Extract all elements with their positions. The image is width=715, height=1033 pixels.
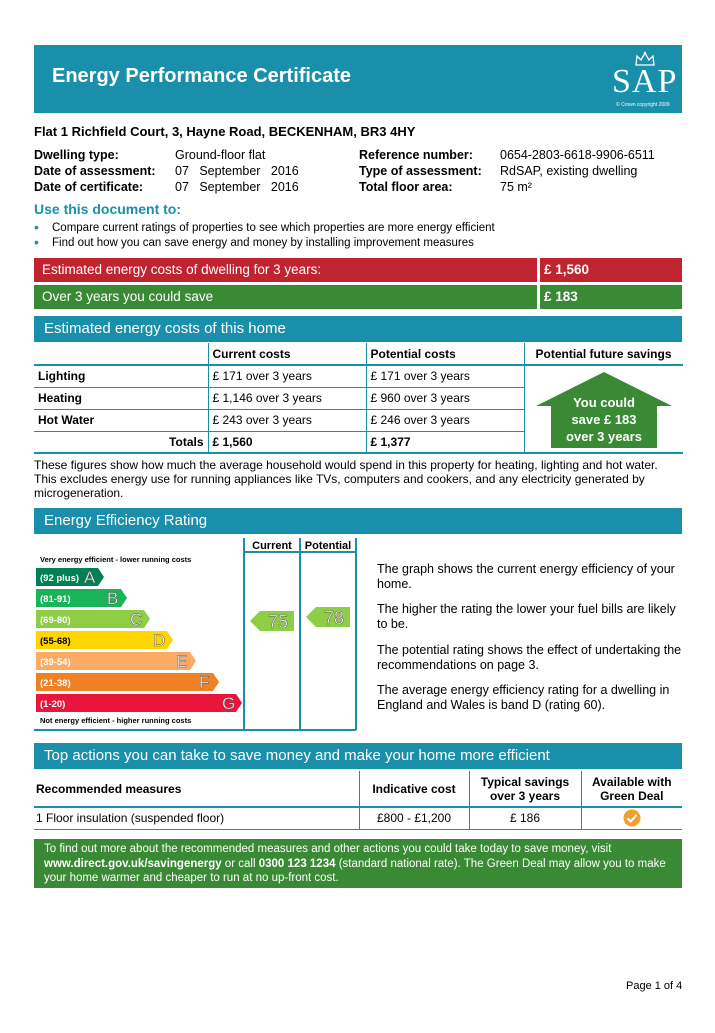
potential-cost-cell: £ 246 over 3 years: [366, 409, 524, 431]
type-assessment-label: Type of assessment:: [359, 164, 482, 178]
property-address: Flat 1 Richfield Court, 3, Hayne Road, BECKENHAM, BR3 4HY: [34, 124, 416, 139]
band-range: (55-68): [40, 636, 71, 647]
sap-logo: [608, 51, 680, 109]
savings-line2: save £ 183: [570, 412, 637, 427]
potential-cost-cell: £ 960 over 3 years: [366, 387, 524, 409]
band-f: [36, 673, 219, 692]
future-savings-header: Potential future savings: [524, 343, 683, 365]
band-letter: D: [153, 631, 166, 650]
band-range: (21-38): [40, 678, 71, 689]
rating-text-2: The higher the rating the lower your fuel bills are likely to be.: [377, 602, 676, 631]
header-line: over 3 years: [489, 788, 561, 803]
band-range: (81-91): [40, 594, 71, 605]
rating-text-4: The average energy efficiency rating for a dwelling in England and Wales is band D (rating 60).: [377, 683, 670, 712]
check-icon: [623, 809, 641, 827]
type-assessment-value: RdSAP, existing dwelling: [500, 164, 638, 178]
row-label: Heating: [34, 387, 208, 409]
potential-column-label: Potential: [304, 540, 352, 552]
sap-logo-text: SAP: [612, 63, 678, 100]
costs-table: [34, 343, 683, 454]
table-row: [34, 365, 683, 387]
typical-savings-header: [469, 771, 581, 807]
totals-label: Totals: [34, 431, 208, 453]
band-bar: [36, 694, 242, 712]
band-range: (39-54): [40, 657, 71, 668]
green-deal-header: [581, 771, 682, 807]
savings-house-icon: [529, 368, 679, 450]
estimated-cost-bar: [34, 258, 682, 282]
bullet-icon: •: [34, 234, 39, 250]
list-item: [34, 219, 674, 236]
rating-section-header: [34, 508, 682, 534]
dwelling-type-value: Ground-floor flat: [175, 148, 266, 162]
costs-note: These figures show how much the average household would spend in this property for heating, lighting and hot water. This excludes energy use for running appliances like TVs, computers and cookers, and any electricity generated by microgeneration.: [34, 458, 658, 500]
totals-current: £ 1,560: [208, 431, 366, 453]
bar-divider: [537, 258, 540, 282]
actions-table: [34, 771, 682, 830]
use-document-title: Use this document to:: [34, 201, 182, 217]
table-row: [34, 807, 682, 829]
band-letter: F: [199, 673, 210, 692]
empty-header-cell: [34, 343, 208, 365]
dwelling-type-label: Dwelling type:: [34, 148, 119, 162]
row-label: Hot Water: [34, 409, 208, 431]
band-letter: A: [84, 568, 96, 587]
savings-line3: over 3 years: [565, 429, 642, 444]
band-c: [36, 610, 150, 629]
savings-link[interactable]: www.direct.gov.uk/savingenergy: [44, 857, 222, 870]
header-line: Green Deal: [600, 788, 664, 803]
date-assessment-label: Date of assessment:: [34, 164, 156, 178]
copyright-text: © Crown copyright 2009: [616, 102, 670, 108]
band-range: (92 plus): [40, 573, 80, 584]
rating-text-1: The graph shows the current energy efficiency of your home.: [377, 562, 675, 591]
footer-text-1: To find out more about the recommended measures and other actions you could take today to save money, visit: [44, 843, 612, 855]
measures-header: Recommended measures: [34, 771, 359, 807]
page-number: Page 1 of 4: [626, 980, 683, 992]
actions-section-title: Top actions you can take to save money and make your home more efficient: [44, 747, 550, 764]
top-caption: Very energy efficient - lower running costs: [40, 555, 192, 564]
cost-cell: £800 - £1,200: [359, 807, 469, 829]
current-cost-cell: £ 171 over 3 years: [208, 365, 366, 387]
band-letter: B: [107, 589, 119, 608]
header-line: Available with: [591, 774, 672, 789]
band-range: (69-80): [40, 615, 71, 626]
bullet-text: Find out how you can save energy and money by installing improvement measures: [52, 237, 474, 249]
date-assessment-value: 07 September 2016: [175, 164, 299, 178]
reference-value: 0654-2803-6618-9906-6511: [500, 148, 655, 162]
header-line: Typical savings: [480, 774, 570, 789]
footer-text-2: or call: [221, 857, 259, 870]
band-d: [36, 631, 173, 650]
savings-line1: You could: [572, 395, 635, 410]
band-e: [36, 652, 196, 671]
savings-cell: [524, 365, 683, 453]
bullet-icon: •: [34, 219, 39, 235]
band-letter: E: [176, 652, 188, 671]
footer-text-3: (standard national rate). The Green Deal may allow you to make your home warmer and cheaper to run at no up-front cost.: [44, 857, 666, 884]
band-g: [36, 694, 242, 713]
estimated-cost-value: £ 1,560: [544, 262, 590, 277]
savings-value: £ 183: [544, 289, 578, 304]
potential-costs-header: Potential costs: [366, 343, 524, 365]
phone-number: 0300 123 1234: [258, 857, 336, 870]
date-certificate-label: Date of certificate:: [34, 180, 144, 194]
current-cost-cell: £ 243 over 3 years: [208, 409, 366, 431]
totals-potential: £ 1,377: [366, 431, 524, 453]
floor-area-value: 75 m²: [500, 180, 532, 194]
efficiency-chart: [34, 538, 364, 732]
band-letter: G: [222, 694, 236, 713]
current-cost-cell: £ 1,146 over 3 years: [208, 387, 366, 409]
info-footer: [34, 839, 682, 888]
rating-bands: [36, 568, 242, 713]
row-label: Lighting: [34, 365, 208, 387]
measure-cell: 1 Floor insulation (suspended floor): [34, 807, 359, 829]
current-rating-value: 75: [267, 612, 289, 632]
costs-section-title: Estimated energy costs of this home: [44, 320, 286, 337]
green-deal-cell: [581, 807, 682, 829]
bottom-caption: Not energy efficient - higher running costs: [40, 716, 192, 725]
epc-header: [34, 45, 682, 113]
savings-cell: £ 186: [469, 807, 581, 829]
costs-section-header: [34, 316, 682, 342]
page-title: Energy Performance Certificate: [52, 65, 352, 87]
potential-rating-value: 78: [323, 608, 345, 628]
band-letter: C: [130, 610, 143, 629]
list-item: [34, 234, 674, 251]
current-column-label: Current: [252, 540, 292, 552]
bar-divider: [537, 285, 540, 309]
band-b: [36, 589, 127, 608]
savings-label: Over 3 years you could save: [42, 289, 214, 304]
bullet-text: Compare current ratings of properties to see which properties are more energy efficient: [52, 222, 495, 234]
band-range: (1-20): [40, 699, 66, 710]
date-certificate-value: 07 September 2016: [175, 180, 299, 194]
rating-text-3: The potential rating shows the effect of undertaking the recommendations on page 3.: [377, 643, 682, 672]
reference-label: Reference number:: [359, 148, 473, 162]
savings-bar: [34, 285, 682, 309]
current-costs-header: Current costs: [208, 343, 366, 365]
potential-cost-cell: £ 171 over 3 years: [366, 365, 524, 387]
cost-header: Indicative cost: [359, 771, 469, 807]
band-a: [36, 568, 104, 587]
rating-section-title: Energy Efficiency Rating: [44, 512, 208, 529]
estimated-cost-label: Estimated energy costs of dwelling for 3 years:: [42, 262, 322, 277]
floor-area-label: Total floor area:: [359, 180, 453, 194]
actions-section-header: [34, 743, 682, 769]
